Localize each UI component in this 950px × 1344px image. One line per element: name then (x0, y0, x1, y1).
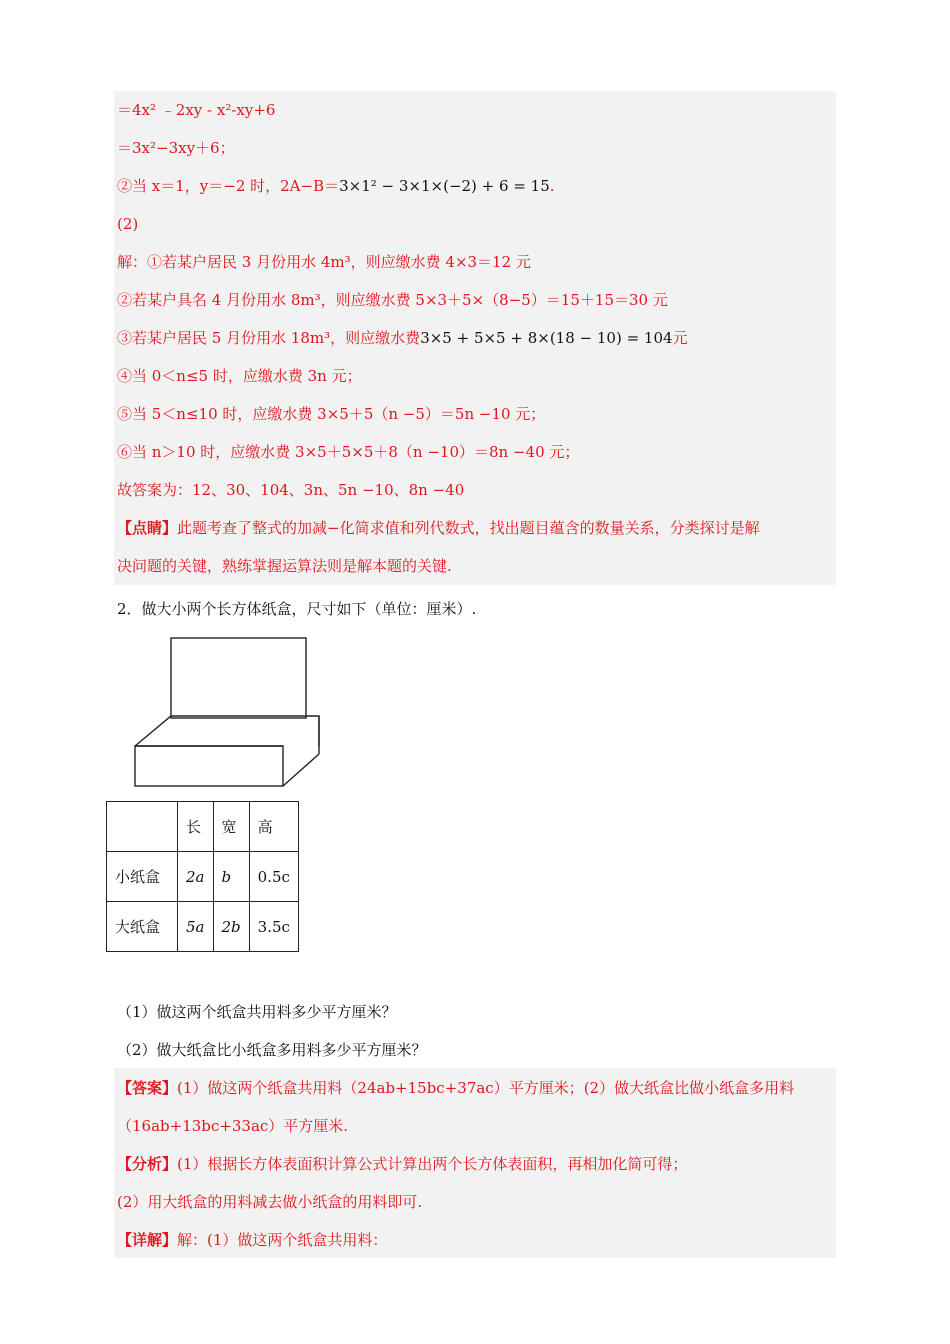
box-lid (171, 638, 306, 718)
part2-line-3 (117, 327, 688, 349)
part2-line-2: ②若某户具名 4 月份用水 8m³，则应缴水费 5×3＋5×（8−5）＝15＋15＝30 元 (117, 291, 668, 309)
table-cell: 2b (213, 902, 249, 952)
table-header-cell: 宽 (213, 802, 249, 852)
comment-tag: 【点睛】 (117, 519, 178, 537)
table-row (107, 852, 299, 902)
calc-line-2: ＝3x²−3xy＋6； (117, 139, 235, 157)
table-header-cell (107, 802, 178, 852)
detail-text: 解：(1）做这两个纸盒共用料： (177, 1231, 388, 1249)
analysis-line-2: (2）用大纸盒的用料减去做小纸盒的用料即可. (117, 1193, 423, 1211)
part2-line-5: ⑤当 5＜n≤10 时，应缴水费 3×5＋5（n −5）＝5n −10 元； (117, 405, 546, 423)
comment-line-1 (117, 517, 760, 539)
part2-line-1: 解：①若某户居民 3 月份用水 4m³，则应缴水费 4×3＝12 元 (117, 253, 531, 271)
question-2-stem: 2．做大小两个长方体纸盒，尺寸如下（单位：厘米）. (117, 600, 477, 618)
answer-line-2: （16ab+13bc+33ac）平方厘米. (117, 1117, 349, 1135)
table-header-row (107, 802, 299, 852)
comment-line-2: 决问题的关键，熟练掌握运算法则是解本题的关键. (117, 557, 452, 575)
part2-line-3-suffix: 元 (672, 329, 688, 347)
part2-line-7: 故答案为：12、30、104、3n、5n −10、8n −40 (117, 481, 465, 499)
calc-line-3-prefix: ②当 x＝1，y＝−2 时，2A−B＝ (117, 177, 340, 195)
dimensions-table (106, 801, 299, 952)
analysis-line-1 (117, 1153, 687, 1175)
box-front-face (135, 746, 283, 786)
detail-line (117, 1229, 387, 1251)
question-2-sub-2: （2）做大纸盒比小纸盒多用料多少平方厘米？ (117, 1041, 427, 1059)
answer-text-1: (1）做这两个纸盒共用料（24ab+15bc+37ac）平方厘米；(2）做大纸盒比做小纸盒多用料 (177, 1079, 795, 1097)
detail-tag: 【详解】 (117, 1231, 178, 1249)
box-right-edge (283, 754, 319, 786)
table-cell: 3.5c (249, 902, 298, 952)
analysis-text-1: (1）根据长方体表面积计算公式计算出两个长方体表面积，再相加化简可得； (177, 1155, 688, 1173)
part2-line-6: ⑥当 n＞10 时，应缴水费 3×5＋5×5＋8（n −10）＝8n −40 元； (117, 443, 580, 461)
analysis-tag: 【分析】 (117, 1155, 178, 1173)
box-top-face (135, 716, 319, 746)
part2-line-3-formula: 3×5 + 5×5 + 8×(18 − 10) = 104 (420, 329, 673, 347)
part2-line-3-prefix: ③若某户居民 5 月份用水 18m³，则应缴水费 (117, 329, 421, 347)
calc-line-1: ＝4x² ﹣2xy - x²-xy+6 (117, 101, 276, 119)
table-cell: 5a (178, 902, 214, 952)
question-2-sub-1: （1）做这两个纸盒共用料多少平方厘米？ (117, 1003, 397, 1021)
answer-line-1 (117, 1077, 794, 1099)
table-cell: 小纸盒 (107, 852, 178, 902)
table-cell: 2a (178, 852, 214, 902)
table-row (107, 902, 299, 952)
part2-line-4: ④当 0＜n≤5 时，应缴水费 3n 元； (117, 367, 362, 385)
part2-label: (2) (117, 215, 139, 233)
calc-line-3 (117, 175, 555, 197)
table-cell: 0.5c (249, 852, 298, 902)
table-cell: 大纸盒 (107, 902, 178, 952)
comment-text-1: 此题考查了整式的加减−化简求值和列代数式，找出题目蕴含的数量关系，分类探讨是解 (177, 519, 760, 537)
calc-line-3-formula: 3×1² − 3×1×(−2) + 6 = 15 (339, 177, 550, 195)
answer-tag: 【答案】 (117, 1079, 178, 1097)
table-header-cell: 高 (249, 802, 298, 852)
calc-line-3-suffix: . (549, 177, 555, 195)
table-cell: b (213, 852, 249, 902)
box-figure (134, 636, 324, 788)
table-header-cell: 长 (178, 802, 214, 852)
